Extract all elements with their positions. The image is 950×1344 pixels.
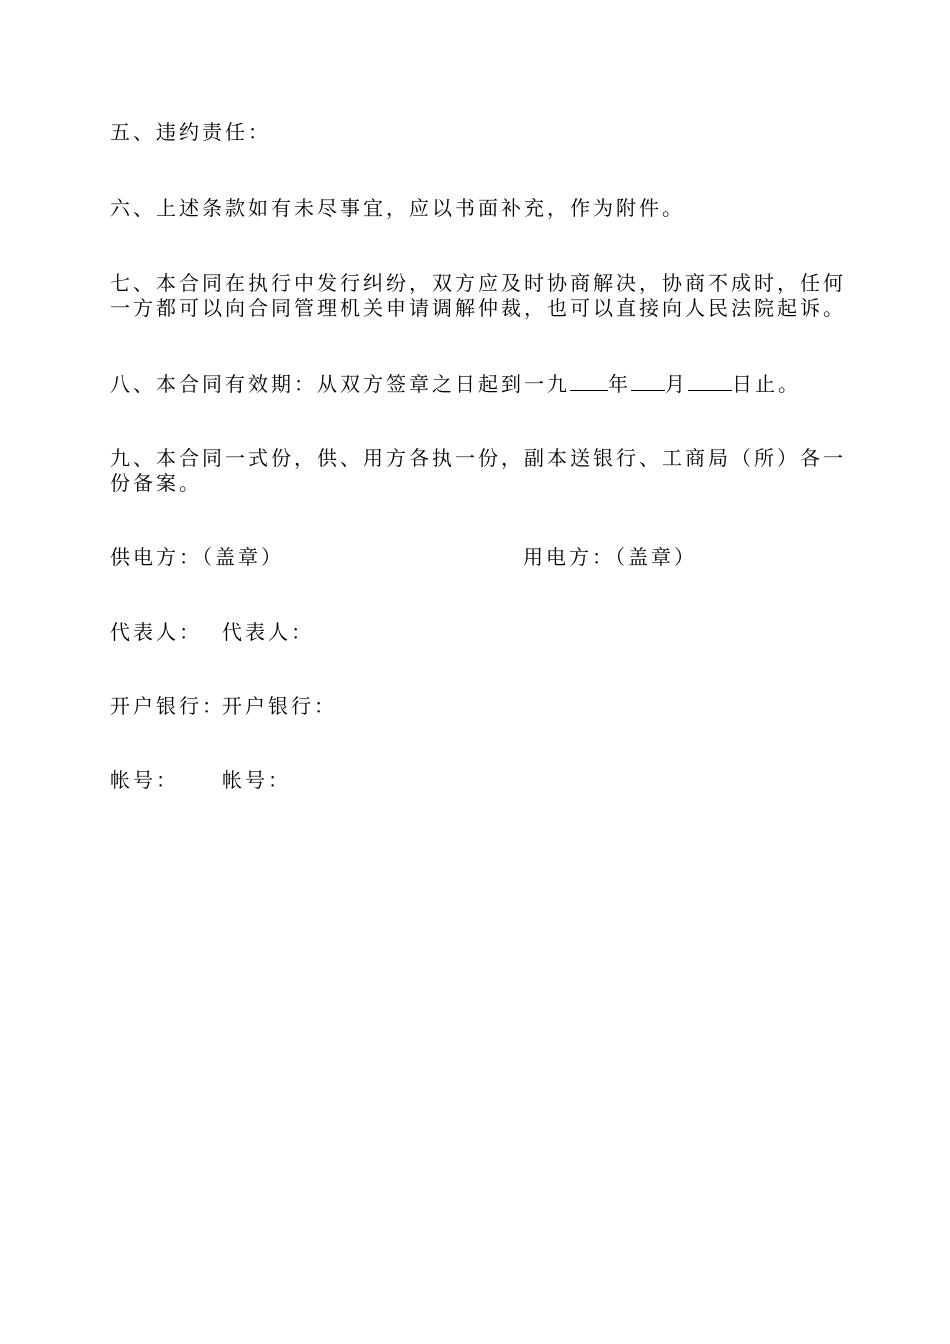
clause-9-line-2: 份备案。 xyxy=(110,471,202,495)
year-blank xyxy=(570,372,608,391)
day-blank xyxy=(688,372,732,391)
clause-7-line-2: 一方都可以向合同管理机关申请调解仲裁，也可以直接向人民法院起诉。 xyxy=(110,296,846,320)
clause-8 xyxy=(110,372,801,396)
representative-label-supplier: 代表人： xyxy=(110,620,202,644)
representative-label-user: 代表人： xyxy=(222,620,314,644)
clause-6: 六、上述条款如有未尽事宜，应以书面补充，作为附件。 xyxy=(110,196,685,220)
clause-8-prefix: 八、本合同有效期：从双方签章之日起到一九 xyxy=(110,372,570,396)
clause-8-suffix: 日止。 xyxy=(732,372,801,396)
clause-7-line-1: 七、本合同在执行中发行纠纷，双方应及时协商解决，协商不成时，任何 xyxy=(110,271,846,295)
clause-8-month-label: 月 xyxy=(665,372,688,396)
account-label-supplier: 帐号： xyxy=(110,768,179,792)
month-blank xyxy=(631,372,665,391)
account-label-user: 帐号： xyxy=(222,768,291,792)
bank-label-user: 开户银行： xyxy=(222,694,337,718)
bank-label-supplier: 开户银行： xyxy=(110,694,225,718)
clause-5: 五、违约责任： xyxy=(110,120,271,144)
clause-8-year-label: 年 xyxy=(608,372,631,396)
supplier-seal-label: 供电方：（盖章） xyxy=(110,545,284,569)
clause-9-line-1: 九、本合同一式份，供、用方各执一份，副本送银行、工商局（所）各一 xyxy=(110,446,846,470)
user-seal-label: 用电方：（盖章） xyxy=(523,545,697,569)
